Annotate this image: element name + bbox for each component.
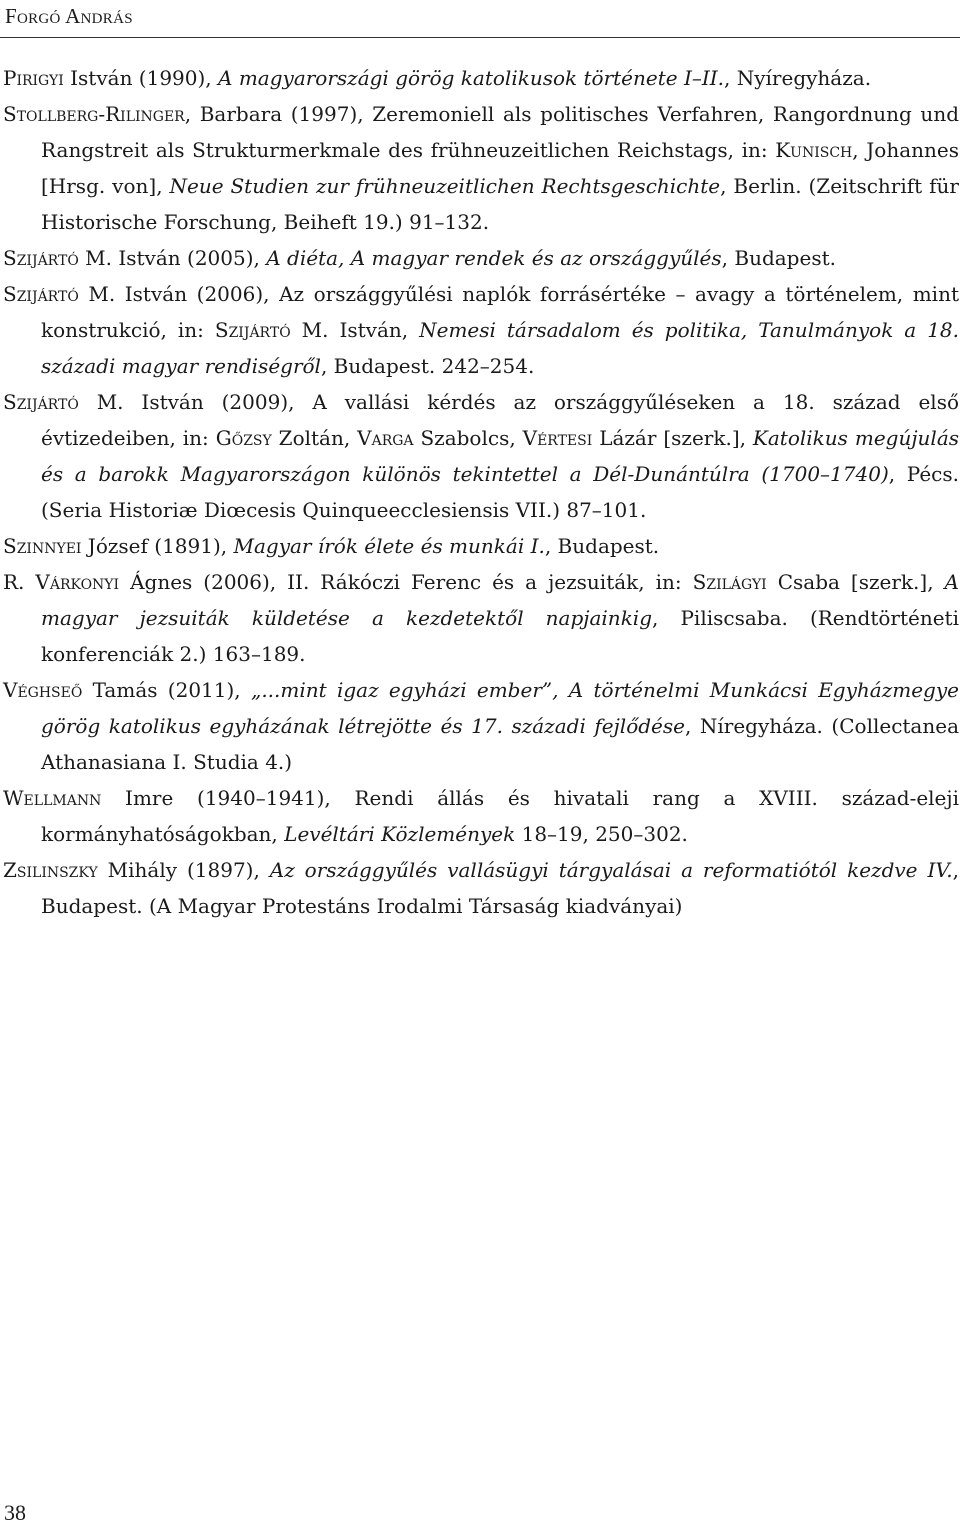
bibliography-entry xyxy=(3,276,959,384)
page-number: 38 xyxy=(4,1500,26,1525)
entry-text: , Johannes [Hrsg. von], xyxy=(41,138,959,198)
entry-text: , Budapest. (A Magyar Protestáns Irodalmi Társaság kiadványai) xyxy=(41,858,960,918)
entry-text: Zoltán, xyxy=(271,426,358,450)
entry-text: , Níregyháza. (Collectanea Athanasiana I. Studia 4.) xyxy=(41,714,959,774)
bibliography-entry xyxy=(3,60,959,96)
entry-text: M. István (2006), Az országgyűlési naplók forrásértéke – avagy a történelem, mint konstrukció, in: xyxy=(41,282,959,342)
entry-title: Katolikus megújulás és a barokk Magyarországon különös tekintettel a Dél-Dunántúlra (1700–1740) xyxy=(41,426,959,486)
entry-author: Zsilinszky xyxy=(3,858,98,882)
entry-title: Neue Studien zur frühneuzeitlichen Rechtsgeschichte xyxy=(169,174,721,198)
entry-author: Pirigyi xyxy=(3,66,64,90)
entry-text: , Barbara (1997), Zeremoniell als politisches Verfahren, Rangordnung und Rangstreit als Strukturmerkmale des frühneuzeitlichen Reichstags, in: xyxy=(41,102,959,162)
entry-editor: Varga xyxy=(357,426,414,450)
entry-title: Levéltári Közlemények xyxy=(284,822,516,846)
entry-text: Lázár [szerk.], xyxy=(592,426,753,450)
bibliography-entry xyxy=(3,672,959,780)
entry-author: Várkonyi xyxy=(35,570,120,594)
entry-author: Szinnyei xyxy=(3,534,82,558)
entry-text: M. István (2005), xyxy=(78,246,267,270)
entry-author: Stollberg-Rilinger xyxy=(3,102,185,126)
entry-editor: Gőzsy xyxy=(215,426,272,450)
entry-title: Magyar írók élete és munkái I. xyxy=(233,534,545,558)
entry-title: A magyar jezsuiták küldetése a kezdetektől napjainkig xyxy=(41,570,959,630)
entry-text: , Piliscsaba. (Rendtörténeti konferenciák 2.) 163–189. xyxy=(41,606,959,666)
entry-text: , Budapest. xyxy=(544,534,660,558)
entry-text: István (1990), xyxy=(63,66,219,90)
bibliography-entry xyxy=(3,96,959,240)
entry-text: József (1891), xyxy=(81,534,234,558)
bibliography-list xyxy=(3,60,959,924)
entry-text: , Budapest. xyxy=(721,246,836,270)
entry-text: Tamás (2011), xyxy=(82,678,251,702)
bibliography-entry xyxy=(3,528,959,564)
bibliography-entry xyxy=(3,384,959,528)
entry-editor: Kunisch xyxy=(775,138,853,162)
entry-text: , Berlin. (Zeitschrift für Historische Forschung, Beiheft 19.) 91–132. xyxy=(41,174,959,234)
entry-editor: Szijártó xyxy=(214,318,291,342)
entry-text: Szabolcs, xyxy=(413,426,523,450)
entry-text: R. xyxy=(3,570,36,594)
entry-editor: Szilágyi xyxy=(692,570,767,594)
entry-text: Mihály (1897), xyxy=(97,858,270,882)
entry-title: A diéta, A magyar rendek és az országgyűlés xyxy=(266,246,722,270)
entry-text: Imre (1940–1941), Rendi állás és hivatali rang a XVIII. század-eleji kormányhatóságokban, xyxy=(41,786,959,846)
entry-author: Wellmann xyxy=(3,786,102,810)
bibliography-entry xyxy=(3,852,959,924)
entry-text: M. István, xyxy=(290,318,420,342)
entry-author: Szijártó xyxy=(3,390,79,414)
running-head: Forgó András xyxy=(5,4,133,28)
entry-title: „...mint igaz egyházi ember”, A történelmi Munkácsi Egyházmegye görög katolikus egyházának létrejötte és 17. századi fejlődése xyxy=(41,678,959,738)
entry-title: Az országgyűlés vallásügyi tárgyalásai a reformatiótól kezdve IV. xyxy=(269,858,953,882)
bibliography-entry xyxy=(3,564,959,672)
entry-title: A magyarországi görög katolikusok története I–II. xyxy=(218,66,725,90)
bibliography-entry xyxy=(3,240,959,276)
entry-text: , Budapest. 242–254. xyxy=(320,354,535,378)
entry-text: M. István (2009), A vallási kérdés az országgyűléseken a 18. század első évtizedeiben, in: xyxy=(41,390,959,450)
bibliography-entry xyxy=(3,780,959,852)
entry-author: Szijártó xyxy=(3,246,79,270)
entry-text: Ágnes (2006), II. Rákóczi Ferenc és a jezsuiták, in: xyxy=(119,570,693,594)
header-rule xyxy=(0,37,960,38)
entry-author: Véghseő xyxy=(3,678,83,702)
entry-text: , Nyíregyháza. xyxy=(724,66,872,90)
entry-author: Szijártó xyxy=(3,282,79,306)
entry-text: Csaba [szerk.], xyxy=(766,570,945,594)
entry-text: 18–19, 250–302. xyxy=(515,822,688,846)
entry-editor: Vértesi xyxy=(522,426,593,450)
entry-text: , Pécs. (Seria Historiæ Diœcesis Quinqueecclesiensis VII.) 87–101. xyxy=(41,462,960,522)
entry-title: Nemesi társadalom és politika, Tanulmányok a 18. századi magyar rendiségről xyxy=(41,318,959,378)
